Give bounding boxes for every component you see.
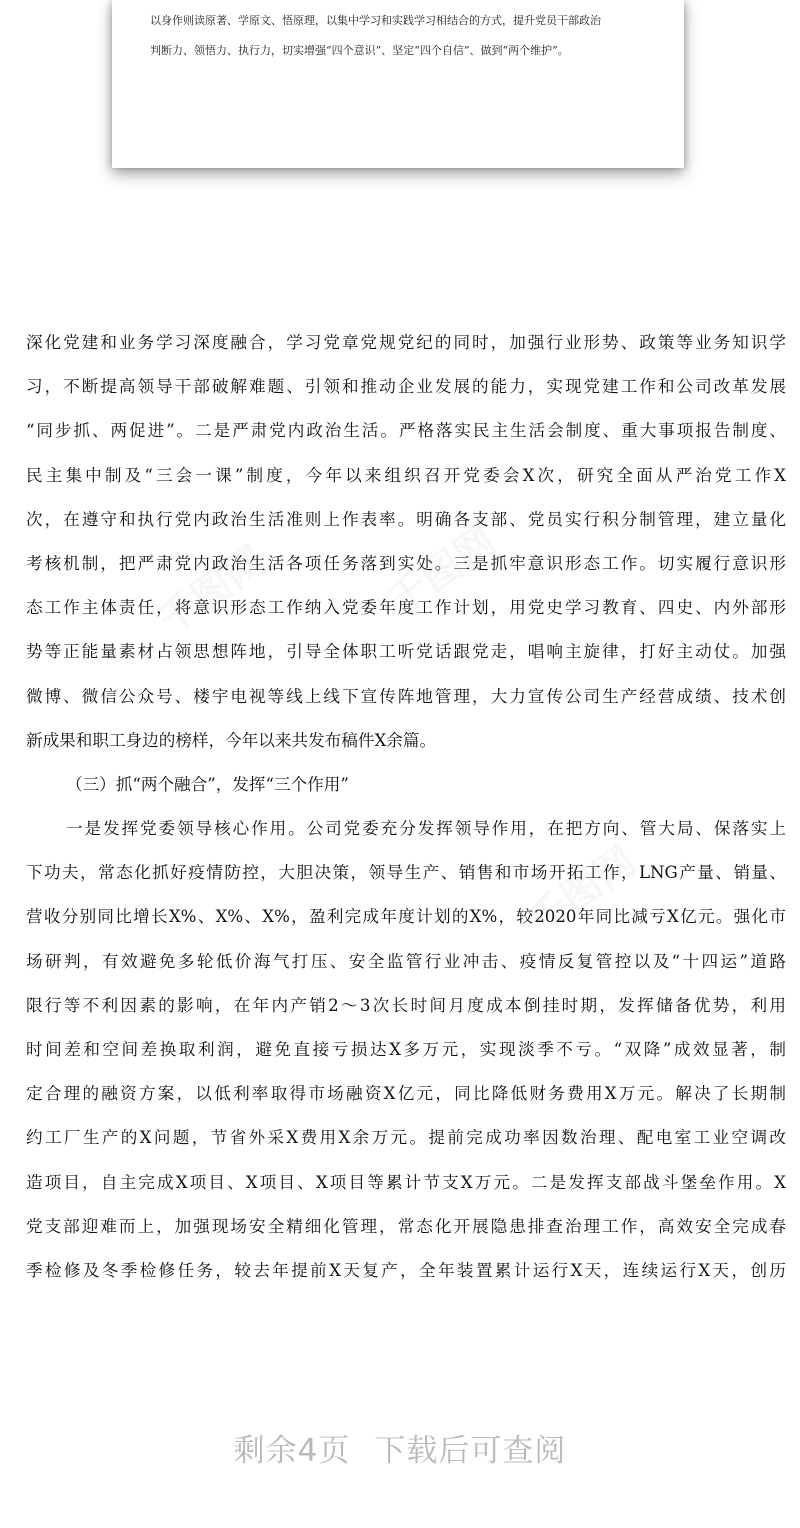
body-line: 微博、微信公众号、楼宇电视等线上线下宣传阵地管理，大力宣传公司生产经营成绩、技术创 <box>26 686 786 706</box>
body-line: 考核机制，把严肃党内政治生活各项任务落到实处。三是抓牢意识形态工作。切实履行意识形 <box>26 553 786 573</box>
body-line: 深化党建和业务学习深度融合，学习党章党规党纪的同时，加强行业形势、政策等业务知识学 <box>26 333 786 352</box>
body-line: 习，不断提高领导干部破解难题、引领和推动企业发展的能力，实现党建工作和公司改革发展 <box>26 377 786 397</box>
body-line: 营收分别同比增长X%、X%、X%，盈利完成年度计划的X%，较2020年同比减亏X亿元。强化市 <box>26 907 786 927</box>
body-line: 民主集中制及“三会一课”制度，今年以来组织召开党委会X次，研究全面从严治党工作X <box>26 465 786 485</box>
document-body <box>26 328 786 1300</box>
body-line: 季检修及冬季检修任务，较去年提前X天复产，全年装置累计运行X天，连续运行X天，创历 <box>26 1260 786 1280</box>
body-line: 定合理的融资方案，以低利率取得市场融资X亿元，同比降低财务费用X万元。解决了长期制 <box>26 1084 786 1104</box>
body-line: 时间差和空间差换取利润，避免直接亏损达X多万元，实现淡季不亏。“双降”成效显著，制 <box>26 1040 786 1059</box>
body-line: 场研判，有效避免多轮低价海气打压、安全监管行业冲击、疫情反复管控以及“十四运”道路 <box>26 951 786 971</box>
body-line: 新成果和职工身边的榜样，今年以来共发布稿件X余篇。 <box>26 730 437 750</box>
remaining-pages-text: 剩余4页 <box>233 1433 351 1469</box>
body-line: 约工厂生产的X问题，节省外采X费用X余万元。提前完成功率因数治理、配电室工业空调改 <box>26 1128 786 1148</box>
body-line: 一是发挥党委领导核心作用。公司党委充分发挥领导作用，在把方向、管大局、保落实上 <box>66 819 786 839</box>
body-line: 势等正能量素材占领思想阵地，引导全体职工听党话跟党走，唱响主旋律，打好主动仗。加强 <box>26 642 786 662</box>
download-prompt[interactable] <box>0 1425 800 1470</box>
body-line: 造项目，自主完成X项目、X项目、X项目等累计节支X万元。二是发挥支部战斗堡垒作用。X <box>26 1172 786 1192</box>
download-to-view-text: 下载后可查阅 <box>374 1433 567 1469</box>
body-line: 下功夫，常态化抓好疫情防控，大胆决策，领导生产、销售和市场开拓工作，LNG产量、销量、 <box>26 863 786 883</box>
section-heading: （三）抓“两个融合”，发挥“三个作用” <box>66 774 349 794</box>
body-line: 限行等不利因素的影响，在年内产销2～3次长时间月度成本倒挂时期，发挥储备优势，利用 <box>26 995 786 1015</box>
body-line: “同步抓、两促进”。二是严肃党内政治生活。严格落实民主生活会制度、重大事项报告制度、 <box>26 421 786 441</box>
previous-page-preview <box>112 0 684 168</box>
body-line: 次，在遵守和执行党内政治生活准则上作表率。明确各支部、党员实行积分制管理，建立量化 <box>26 509 786 529</box>
body-line: 党支部迎难而上，加强现场安全精细化管理，常态化开展隐患排查治理工作，高效安全完成春 <box>26 1216 786 1236</box>
body-line: 态工作主体责任，将意识形态工作纳入党委年度工作计划，用党史学习教育、四史、内外部形 <box>26 598 786 618</box>
prev-page-line: 判断力、领悟力、执行力，切实增强“四个意识”、坚定“四个自信”、做到“两个维护”。 <box>150 44 569 57</box>
prev-page-line: 以身作则读原著、学原文、悟原理，以集中学习和实践学习相结合的方式，提升党员干部政治 <box>150 14 601 27</box>
